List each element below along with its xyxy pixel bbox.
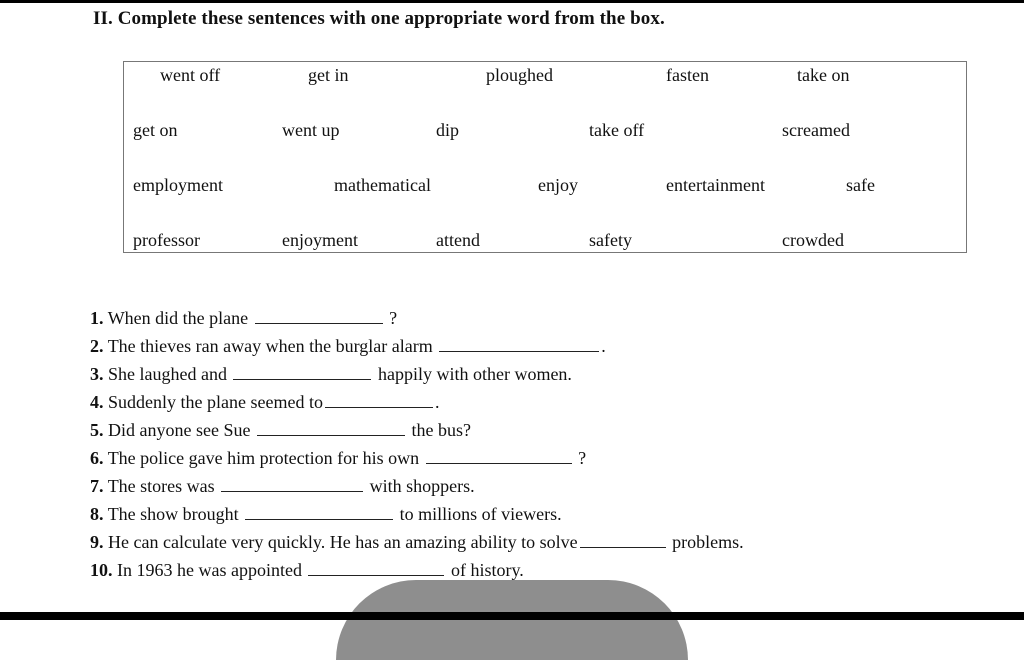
sentence-text-after: problems. [672,532,744,552]
sentence-text-before: Did anyone see Sue [108,420,251,440]
sentence-text-before: The thieves ran away when the burglar alarm [107,336,433,356]
sentence-text-before: He can calculate very quickly. He has an amazing ability to solve [108,532,578,552]
word-went-off: went off [160,65,221,85]
sentence-text-before: The police gave him protection for his own [107,448,420,468]
sentence-text-before: The stores was [107,476,215,496]
word-safety: safety [589,230,632,250]
sentence-8 [90,504,562,525]
word-get-on: get on [133,120,178,140]
answer-blank[interactable] [308,563,444,576]
word-entertainment: entertainment [666,175,765,195]
sentence-number: 9. [90,532,104,552]
word-get-in: get in [308,65,349,85]
exercise-title: II. Complete these sentences with one appropriate word from the box. [93,8,665,29]
word-employment: employment [133,175,223,195]
sentence-number: 7. [90,476,104,496]
word-dip: dip [436,120,460,140]
answer-blank[interactable] [426,451,572,464]
sentence-text-after: . [434,392,440,412]
sentence-number: 6. [90,448,104,468]
word-take-off: take off [589,120,645,140]
sentence-text-after: ? [578,448,587,468]
overlay-shape [336,580,688,660]
sentence-1 [90,308,397,329]
bottom-border [0,612,1024,620]
sentence-number: 3. [90,364,104,384]
sentence-text-after: of history. [450,560,524,580]
sentence-text-after: ? [389,308,398,328]
sentence-10 [90,560,524,581]
answer-blank[interactable] [439,339,599,352]
sentence-5 [90,420,471,441]
sentence-number: 1. [90,308,104,328]
sentence-7 [90,476,475,497]
sentence-number: 5. [90,420,104,440]
sentence-text-before: She laughed and [108,364,227,384]
sentence-6 [90,448,586,469]
sentence-text-before: The show brought [107,504,239,524]
sentence-text-after: with shoppers. [369,476,475,496]
answer-blank[interactable] [580,535,666,548]
top-border [0,0,1024,3]
word-fasten: fasten [666,65,709,85]
word-attend: attend [436,230,480,250]
sentence-9 [90,532,744,553]
sentence-2 [90,336,606,357]
sentence-number: 4. [90,392,104,412]
sentence-text-before: Suddenly the plane seemed to [108,392,323,412]
answer-blank[interactable] [245,507,393,520]
word-enjoyment: enjoyment [282,230,358,250]
answer-blank[interactable] [255,311,383,324]
word-take-on: take on [797,65,850,85]
sentence-3 [90,364,572,385]
sentence-text-after: to millions of viewers. [399,504,562,524]
word-enjoy: enjoy [538,175,578,195]
sentence-number: 2. [90,336,104,356]
sentence-text-after: . [601,336,606,356]
word-crowded: crowded [782,230,844,250]
sentence-4 [90,392,439,413]
word-professor: professor [133,230,200,250]
sentence-number: 10. [90,560,113,580]
answer-blank[interactable] [233,367,371,380]
answer-blank[interactable] [221,479,363,492]
answer-blank[interactable] [257,423,405,436]
word-mathematical: mathematical [334,175,431,195]
word-went-up: went up [282,120,340,140]
word-ploughed: ploughed [486,65,553,85]
sentence-text-after: the bus? [411,420,471,440]
word-screamed: screamed [782,120,850,140]
sentence-number: 8. [90,504,104,524]
sentence-text-before: In 1963 he was appointed [117,560,302,580]
answer-blank[interactable] [325,395,433,408]
sentence-text-before: When did the plane [107,308,249,328]
word-box [123,61,967,253]
word-safe: safe [846,175,875,195]
sentence-text-after: happily with other women. [377,364,572,384]
